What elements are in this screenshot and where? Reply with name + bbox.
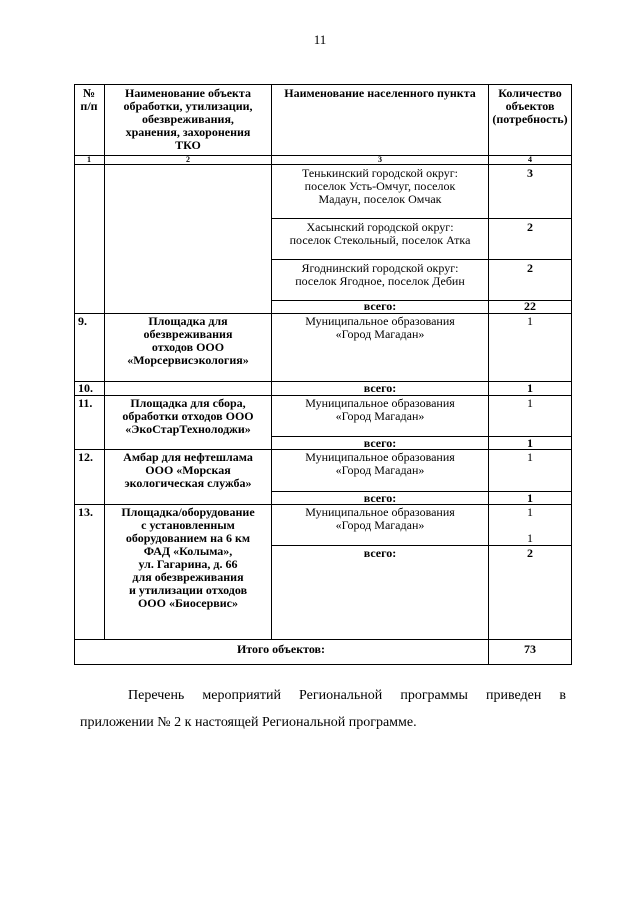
grand-total-label: Итого объектов: xyxy=(236,642,326,656)
count-cell: 1 1 xyxy=(527,505,533,545)
object-name: Амбар для нефтешлама ООО «Морская экологическая служба» xyxy=(123,450,253,490)
settlement-cell: Хасынский городской округ: поселок Стекольный, поселок Атка xyxy=(289,220,471,247)
total-label: всего: xyxy=(363,381,397,395)
count-cell: 2 xyxy=(527,220,533,234)
settlement-cell: Ягоднинский городской округ: поселок Ягодное, поселок Дебин xyxy=(295,261,465,288)
settlement-cell: Муниципальное образования «Город Магадан» xyxy=(305,396,455,423)
count-cell: 2 xyxy=(527,261,533,275)
total-label: всего: xyxy=(363,299,397,313)
settlement-cell: Муниципальное образования «Город Магадан» xyxy=(305,450,455,477)
row-number: 10. xyxy=(78,381,93,395)
colnum-1: 1 xyxy=(87,155,91,164)
colnum-2: 2 xyxy=(186,155,190,164)
grand-total-top-line xyxy=(74,639,572,640)
settlement-cell: Тенькинский городской округ: поселок Усть-Омчуг, поселок Мадаун, поселок Омчак xyxy=(301,166,459,206)
colnum-3: 3 xyxy=(378,155,382,164)
count-cell: 1 xyxy=(527,314,533,328)
colnum-4: 4 xyxy=(528,155,532,164)
header-settlement: Наименование населенного пункта xyxy=(284,86,476,100)
total-count: 22 xyxy=(524,299,536,313)
settlement-cell: Муниципальное образования «Город Магадан» xyxy=(305,314,455,341)
row-number: 13. xyxy=(78,505,93,519)
row-number: 12. xyxy=(78,450,93,464)
grand-total-count: 73 xyxy=(524,642,536,656)
settlement-cell: Муниципальное образования «Город Магадан» xyxy=(305,505,455,532)
row-number: 11. xyxy=(78,396,93,410)
object-name: Площадка/оборудование с установленным оборудованием на 6 км ФАД «Колыма», ул. Гагарина, д. 66 для обезвреживания и утилизации отходов ООО «Биосервис» xyxy=(121,505,255,610)
cont-row-line xyxy=(271,259,572,260)
object-name: Площадка для сбора, обработки отходов ООО «ЭкоСтарТехнолоджи» xyxy=(122,396,254,436)
total-label: всего: xyxy=(363,546,397,560)
page-number: 11 xyxy=(313,32,327,47)
row-number: 9. xyxy=(78,314,87,328)
total-label: всего: xyxy=(363,491,397,505)
total-count: 1 xyxy=(527,381,533,395)
cont-row-line xyxy=(271,218,572,219)
table-right-border xyxy=(571,84,572,665)
total-count: 2 xyxy=(527,546,533,560)
object-name: Площадка для обезвреживания отходов ООО «Морсервисэкология» xyxy=(127,314,249,367)
paragraph-line-1: Перечень мероприятий Региональной программы приведен в xyxy=(128,688,566,703)
count-cell: 3 xyxy=(527,166,533,180)
header-object: Наименование объекта обработки, утилизации, обезвреживания, хранения, захоронения ТКО xyxy=(123,86,253,152)
table-left-border xyxy=(74,84,75,665)
header-num: № п/п xyxy=(80,86,98,113)
total-count: 1 xyxy=(527,436,533,450)
count-cell: 1 xyxy=(527,396,533,410)
table-top-border xyxy=(74,84,572,85)
objects-table xyxy=(74,84,572,665)
total-label: всего: xyxy=(363,436,397,450)
colnum-bottom-line xyxy=(74,164,572,165)
total-count: 1 xyxy=(527,491,533,505)
header-count: Количество объектов (потребность) xyxy=(492,86,568,126)
count-cell: 1 xyxy=(527,450,533,464)
paragraph-line-2: приложении № 2 к настоящей Региональной программе. xyxy=(80,715,417,730)
table-bottom-border xyxy=(74,664,572,665)
